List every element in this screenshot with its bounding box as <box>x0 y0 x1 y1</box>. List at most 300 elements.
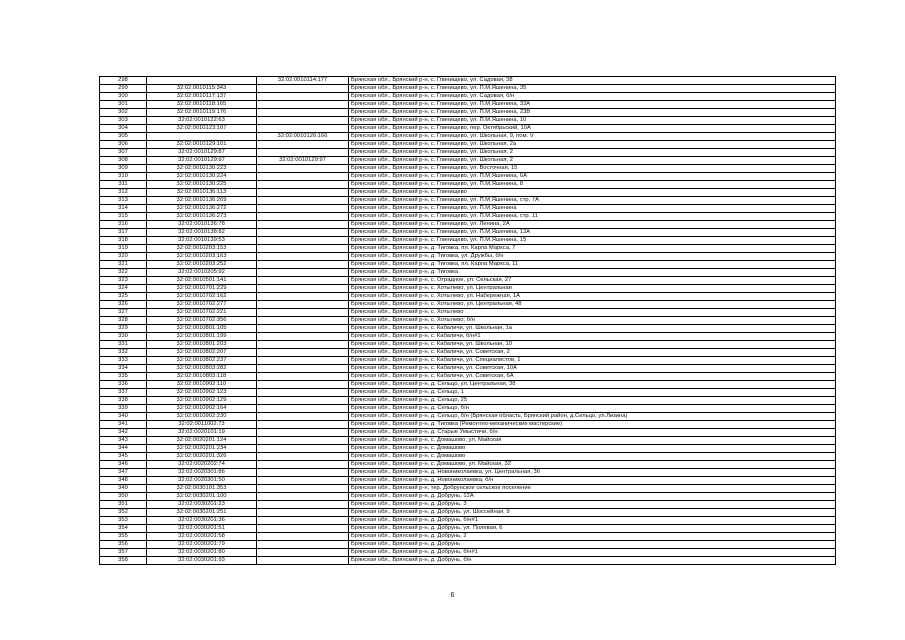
table-row <box>100 85 836 93</box>
row-number-cell: 323 <box>100 277 147 285</box>
row-number-cell: 331 <box>100 341 147 349</box>
row-number-cell: 350 <box>100 493 147 501</box>
cadastral-number-cell: 32:02:0020201:234 <box>147 445 257 453</box>
table-row <box>100 557 836 565</box>
row-number-cell: 314 <box>100 205 147 213</box>
row-number-cell: 338 <box>100 397 147 405</box>
cadastral-number-cell: 32:02:0030201:51 <box>147 525 257 533</box>
row-number-cell: 340 <box>100 413 147 421</box>
row-number-cell: 311 <box>100 181 147 189</box>
row-number-cell: 305 <box>100 133 147 141</box>
secondary-cadastral-number-cell <box>257 181 349 189</box>
address-cell: Брянская обл., Брянский р-н, д. Сельцо, б/н <box>349 405 836 413</box>
secondary-cadastral-number-cell <box>257 261 349 269</box>
address-cell: Брянская обл., Брянский р-н, д. Добрунь, 3 <box>349 501 836 509</box>
table-row <box>100 365 836 373</box>
secondary-cadastral-number-cell <box>257 461 349 469</box>
row-number-cell: 325 <box>100 293 147 301</box>
address-cell: Брянская обл., Брянский р-н, д. Новониколаевка, ул. Центральная, 36 <box>349 469 836 477</box>
table-row <box>100 389 836 397</box>
cadastral-number-cell: 32:02:0010130:223 <box>147 165 257 173</box>
cadastral-number-cell: 32:02:0010902:230 <box>147 413 257 421</box>
table-row <box>100 461 836 469</box>
secondary-cadastral-number-cell <box>257 189 349 197</box>
secondary-cadastral-number-cell <box>257 493 349 501</box>
table-row <box>100 381 836 389</box>
secondary-cadastral-number-cell <box>257 549 349 557</box>
secondary-cadastral-number-cell <box>257 445 349 453</box>
table-row <box>100 445 836 453</box>
secondary-cadastral-number-cell <box>257 397 349 405</box>
table-row <box>100 317 836 325</box>
row-number-cell: 306 <box>100 141 147 149</box>
address-cell: Брянская обл., Брянский р-н, д. Добрунь, 12А <box>349 493 836 501</box>
secondary-cadastral-number-cell <box>257 269 349 277</box>
secondary-cadastral-number-cell <box>257 325 349 333</box>
cadastral-number-cell: 32:02:0030201:100 <box>147 493 257 501</box>
row-number-cell: 312 <box>100 189 147 197</box>
secondary-cadastral-number-cell <box>257 197 349 205</box>
address-cell: Брянская обл., Брянский р-н, с. Глинищево, ул. П.М.Яшенина, 15 <box>349 237 836 245</box>
table-row <box>100 277 836 285</box>
address-cell: Брянская обл., Брянский р-н, с. Кабаличи, ул. Советская, 6А <box>349 373 836 381</box>
property-registry-table <box>99 76 836 565</box>
table-row <box>100 261 836 269</box>
cadastral-number-cell: 32:02:0010802:237 <box>147 357 257 365</box>
cadastral-number-cell: 32:02:0010203:252 <box>147 261 257 269</box>
table-row <box>100 549 836 557</box>
address-cell: Брянская обл., Брянский р-н, д. Сельцо, 25 <box>349 397 836 405</box>
table-row <box>100 173 836 181</box>
secondary-cadastral-number-cell <box>257 541 349 549</box>
table-row <box>100 117 836 125</box>
cadastral-number-cell: 32:02:0010130:225 <box>147 181 257 189</box>
table-row <box>100 293 836 301</box>
row-number-cell: 339 <box>100 405 147 413</box>
table-row <box>100 101 836 109</box>
cadastral-number-cell <box>147 77 257 85</box>
table-row <box>100 357 836 365</box>
row-number-cell: 320 <box>100 253 147 261</box>
row-number-cell: 309 <box>100 165 147 173</box>
row-number-cell: 330 <box>100 333 147 341</box>
address-cell: Брянская обл., Брянский р-н, с. Домашово <box>349 445 836 453</box>
cadastral-number-cell: 32:02:0010803:282 <box>147 365 257 373</box>
cadastral-number-cell: 32:02:0030101:353 <box>147 485 257 493</box>
secondary-cadastral-number-cell <box>257 413 349 421</box>
table-row <box>100 525 836 533</box>
address-cell: Брянская обл., Брянский р-н, с. Глинищево, ул. П.М.Яшенина, 6А <box>349 173 836 181</box>
secondary-cadastral-number-cell <box>257 373 349 381</box>
address-cell: Брянская обл., Брянский р-н, с. Глинищево, пер. Октябрьский, 10А <box>349 125 836 133</box>
table-row <box>100 333 836 341</box>
registry-table-body <box>100 77 836 565</box>
cadastral-number-cell: 32:02:0010203:163 <box>147 253 257 261</box>
cadastral-number-cell: 32:02:0030201:251 <box>147 509 257 517</box>
address-cell: Брянская обл., Брянский р-н, с. Хотылево <box>349 309 836 317</box>
address-cell: Брянская обл., Брянский р-н, с. Хотылево, б/н <box>349 317 836 325</box>
secondary-cadastral-number-cell <box>257 205 349 213</box>
address-cell: Брянская обл., Брянский р-н, с. Кабаличи, ул. Школьная, 10 <box>349 341 836 349</box>
secondary-cadastral-number-cell <box>257 285 349 293</box>
secondary-cadastral-number-cell <box>257 229 349 237</box>
table-row <box>100 349 836 357</box>
table-row <box>100 309 836 317</box>
table-row <box>100 149 836 157</box>
row-number-cell: 321 <box>100 261 147 269</box>
cadastral-number-cell: 32:02:0010130:224 <box>147 173 257 181</box>
row-number-cell: 317 <box>100 229 147 237</box>
row-number-cell: 355 <box>100 533 147 541</box>
address-cell: Брянская обл., Брянский р-н, с. Глинищево, ул. П.М.Яшенина, 33А <box>349 101 836 109</box>
address-cell: Брянская обл., Брянский р-н, с. Глинищево, ул. Школьная, 9, пом. V <box>349 133 836 141</box>
row-number-cell: 327 <box>100 309 147 317</box>
table-row <box>100 125 836 133</box>
table-row <box>100 437 836 445</box>
row-number-cell: 310 <box>100 173 147 181</box>
cadastral-number-cell: 32:02:0010129:97 <box>147 157 257 165</box>
secondary-cadastral-number-cell <box>257 221 349 229</box>
address-cell: Брянская обл., Брянский р-н, с. Кабаличи, ул. Специалистов, 1 <box>349 357 836 365</box>
row-number-cell: 356 <box>100 541 147 549</box>
address-cell: Брянская обл., Брянский р-н, д. Старые Умыстичи, б/н <box>349 429 836 437</box>
row-number-cell: 304 <box>100 125 147 133</box>
address-cell: Брянская обл., Брянский р-н, д. Сельцо, ул. Центральная, 38 <box>349 381 836 389</box>
table-row <box>100 157 836 165</box>
row-number-cell: 342 <box>100 429 147 437</box>
table-row <box>100 541 836 549</box>
row-number-cell: 307 <box>100 149 147 157</box>
table-row <box>100 205 836 213</box>
cadastral-number-cell: 32:02:0010122:63 <box>147 117 257 125</box>
secondary-cadastral-number-cell <box>257 309 349 317</box>
secondary-cadastral-number-cell <box>257 301 349 309</box>
cadastral-number-cell: 32:02:0010118:165 <box>147 101 257 109</box>
table-row <box>100 213 836 221</box>
table-row <box>100 429 836 437</box>
table-row <box>100 269 836 277</box>
row-number-cell: 308 <box>100 157 147 165</box>
secondary-cadastral-number-cell <box>257 173 349 181</box>
secondary-cadastral-number-cell <box>257 245 349 253</box>
table-row <box>100 413 836 421</box>
cadastral-number-cell: 32:02:0010136:113 <box>147 189 257 197</box>
secondary-cadastral-number-cell: 32:02:0010114:177 <box>257 77 349 85</box>
cadastral-number-cell <box>147 133 257 141</box>
cadastral-number-cell: 32:02:0010902:123 <box>147 389 257 397</box>
cadastral-number-cell: 32:02:0030201:79 <box>147 541 257 549</box>
cadastral-number-cell: 32:02:0010203:153 <box>147 245 257 253</box>
cadastral-number-cell: 32:02:0030201:80 <box>147 549 257 557</box>
address-cell: Брянская обл., Брянский р-н, с. Кабаличи, б/н#1 <box>349 333 836 341</box>
table-row <box>100 453 836 461</box>
row-number-cell: 326 <box>100 301 147 309</box>
cadastral-number-cell: 32:02:0020301:86 <box>147 469 257 477</box>
table-row <box>100 397 836 405</box>
secondary-cadastral-number-cell <box>257 237 349 245</box>
row-number-cell: 300 <box>100 93 147 101</box>
row-number-cell: 299 <box>100 85 147 93</box>
address-cell: Брянская обл., Брянский р-н, с. Глинищево, ул. П.М.Яшенина <box>349 205 836 213</box>
cadastral-number-cell: 32:02:0010803:118 <box>147 373 257 381</box>
cadastral-number-cell: 32:02:0011002:73 <box>147 421 257 429</box>
cadastral-number-cell: 32:02:0010136:272 <box>147 205 257 213</box>
table-row <box>100 253 836 261</box>
row-number-cell: 335 <box>100 373 147 381</box>
cadastral-number-cell: 32:02:0020201:326 <box>147 453 257 461</box>
row-number-cell: 322 <box>100 269 147 277</box>
secondary-cadastral-number-cell <box>257 357 349 365</box>
address-cell: Брянская обл., Брянский р-н, с. Глинищево, ул. Школьная, 2а <box>349 141 836 149</box>
cadastral-number-cell: 32:02:0010702:221 <box>147 309 257 317</box>
address-cell: Брянская обл., Брянский р-н, с. Глинищево, ул. П.М.Яшенина, стр. 7А <box>349 197 836 205</box>
secondary-cadastral-number-cell <box>257 165 349 173</box>
table-row <box>100 109 836 117</box>
row-number-cell: 316 <box>100 221 147 229</box>
address-cell: Брянская обл., Брянский р-н, с. Глинищево, ул. Школьная, 2 <box>349 157 836 165</box>
secondary-cadastral-number-cell <box>257 125 349 133</box>
row-number-cell: 352 <box>100 509 147 517</box>
table-row <box>100 189 836 197</box>
table-row <box>100 421 836 429</box>
row-number-cell: 346 <box>100 461 147 469</box>
cadastral-number-cell: 32:02:0010136:273 <box>147 213 257 221</box>
address-cell: Брянская обл., Брянский р-н, д. Добрунь <box>349 541 836 549</box>
row-number-cell: 313 <box>100 197 147 205</box>
secondary-cadastral-number-cell <box>257 109 349 117</box>
table-row <box>100 325 836 333</box>
row-number-cell: 319 <box>100 245 147 253</box>
cadastral-number-cell: 32:02:0010801:105 <box>147 325 257 333</box>
secondary-cadastral-number-cell <box>257 405 349 413</box>
table-row <box>100 181 836 189</box>
row-number-cell: 345 <box>100 453 147 461</box>
address-cell: Брянская обл., Брянский р-н, с. Хотылево, ул. Центральная <box>349 285 836 293</box>
address-cell: Брянская обл., Брянский р-н, с. Глинищево, ул. П.М.Яшенина, 13А <box>349 229 836 237</box>
secondary-cadastral-number-cell <box>257 213 349 221</box>
cadastral-number-cell: 32:02:0010138:82 <box>147 229 257 237</box>
address-cell: Брянская обл., Брянский р-н, д. Тиговка <box>349 269 836 277</box>
cadastral-number-cell: 32:02:0030201:36 <box>147 517 257 525</box>
secondary-cadastral-number-cell <box>257 277 349 285</box>
cadastral-number-cell: 32:02:0010902:129 <box>147 397 257 405</box>
address-cell: Брянская обл., Брянский р-н, д. Тиговка, ул. Дружбы, б/н <box>349 253 836 261</box>
row-number-cell: 318 <box>100 237 147 245</box>
cadastral-number-cell: 32:02:0030201:58 <box>147 533 257 541</box>
cadastral-number-cell: 32:02:0010902:110 <box>147 381 257 389</box>
address-cell: Брянская обл., Брянский р-н, с. Хотылево, ул. Набережная, 1А <box>349 293 836 301</box>
address-cell: Брянская обл., Брянский р-н, д. Тиговка (Ремонтно-механические мастерские) <box>349 421 836 429</box>
table-row <box>100 237 836 245</box>
secondary-cadastral-number-cell <box>257 421 349 429</box>
row-number-cell: 303 <box>100 117 147 125</box>
secondary-cadastral-number-cell <box>257 557 349 565</box>
secondary-cadastral-number-cell <box>257 253 349 261</box>
address-cell: Брянская обл., Брянский р-н, с. Глинищево, ул. Садовая, б/н <box>349 93 836 101</box>
secondary-cadastral-number-cell <box>257 453 349 461</box>
cadastral-number-cell: 32:02:0010117:137 <box>147 93 257 101</box>
address-cell: Брянская обл., Брянский р-н, д. Добрунь, б/н#1 <box>349 517 836 525</box>
cadastral-number-cell: 32:02:0020301:50 <box>147 477 257 485</box>
row-number-cell: 351 <box>100 501 147 509</box>
secondary-cadastral-number-cell <box>257 525 349 533</box>
address-cell: Брянская обл., Брянский р-н, с. Домашово, ул. Майская <box>349 437 836 445</box>
row-number-cell: 343 <box>100 437 147 445</box>
table-row <box>100 493 836 501</box>
table-row <box>100 301 836 309</box>
cadastral-number-cell: 32:02:0020202:74 <box>147 461 257 469</box>
row-number-cell: 344 <box>100 445 147 453</box>
address-cell: Брянская обл., Брянский р-н, с. Глинищево, ул. П.М.Яшенина, 8 <box>349 181 836 189</box>
row-number-cell: 354 <box>100 525 147 533</box>
cadastral-number-cell: 32:02:0010139:53 <box>147 237 257 245</box>
row-number-cell: 334 <box>100 365 147 373</box>
table-row <box>100 477 836 485</box>
secondary-cadastral-number-cell <box>257 429 349 437</box>
address-cell: Брянская обл., Брянский р-н, с. Глинищево, ул. Ленина, 2А <box>349 221 836 229</box>
secondary-cadastral-number-cell <box>257 93 349 101</box>
cadastral-number-cell: 32:02:0010136:78 <box>147 221 257 229</box>
row-number-cell: 337 <box>100 389 147 397</box>
secondary-cadastral-number-cell <box>257 117 349 125</box>
secondary-cadastral-number-cell <box>257 341 349 349</box>
address-cell: Брянская обл., Брянский р-н, д. Тиговка, пл. Карла Маркса, 7 <box>349 245 836 253</box>
cadastral-number-cell: 32:02:0010702:356 <box>147 317 257 325</box>
address-cell: Брянская обл., Брянский р-н, д. Добрунь, б/н#1 <box>349 549 836 557</box>
table-row <box>100 221 836 229</box>
table-row <box>100 341 836 349</box>
cadastral-number-cell: 32:02:0010119:176 <box>147 109 257 117</box>
address-cell: Брянская обл., Брянский р-н, с. Кабаличи, ул. Советская, 2 <box>349 349 836 357</box>
table-row <box>100 285 836 293</box>
secondary-cadastral-number-cell <box>257 381 349 389</box>
cadastral-number-cell: 32:02:0010136:269 <box>147 197 257 205</box>
secondary-cadastral-number-cell <box>257 533 349 541</box>
table-row <box>100 245 836 253</box>
cadastral-number-cell: 32:02:0010129:87 <box>147 149 257 157</box>
table-row <box>100 501 836 509</box>
secondary-cadastral-number-cell: 32:02:0010126:166 <box>257 133 349 141</box>
address-cell: Брянская обл., Брянский р-н, тер. Добрунское сельское поселение <box>349 485 836 493</box>
table-row <box>100 141 836 149</box>
table-row <box>100 133 836 141</box>
secondary-cadastral-number-cell <box>257 389 349 397</box>
cadastral-number-cell: 32:02:0010902:164 <box>147 405 257 413</box>
secondary-cadastral-number-cell <box>257 501 349 509</box>
cadastral-number-cell: 32:02:0010702:162 <box>147 293 257 301</box>
address-cell: Брянская обл., Брянский р-н, с. Кабаличи, ул. Школьная, 1а <box>349 325 836 333</box>
address-cell: Брянская обл., Брянский р-н, с. Глинищево, ул. П.М.Яшенина, 10 <box>349 117 836 125</box>
row-number-cell: 341 <box>100 421 147 429</box>
secondary-cadastral-number-cell <box>257 149 349 157</box>
table-row <box>100 229 836 237</box>
row-number-cell: 301 <box>100 101 147 109</box>
row-number-cell: 348 <box>100 477 147 485</box>
cadastral-number-cell: 32:02:0010801:203 <box>147 341 257 349</box>
table-row <box>100 485 836 493</box>
address-cell: Брянская обл., Брянский р-н, д. Добрунь, ул. Шоссейная, 9 <box>349 509 836 517</box>
address-cell: Брянская обл., Брянский р-н, д. Тиговка, пл. Карла Маркса, 11 <box>349 261 836 269</box>
address-cell: Брянская обл., Брянский р-н, с. Глинищево, ул. П.М.Яшенина, стр. 11 <box>349 213 836 221</box>
row-number-cell: 315 <box>100 213 147 221</box>
row-number-cell: 302 <box>100 109 147 117</box>
secondary-cadastral-number-cell <box>257 469 349 477</box>
secondary-cadastral-number-cell <box>257 365 349 373</box>
address-cell: Брянская обл., Брянский р-н, д. Сельцо, 1 <box>349 389 836 397</box>
cadastral-number-cell: 32:02:0020101:19 <box>147 429 257 437</box>
cadastral-number-cell: 32:02:0030201:93 <box>147 557 257 565</box>
cadastral-number-cell: 32:02:0010123:107 <box>147 125 257 133</box>
secondary-cadastral-number-cell: 32:02:0010129:97 <box>257 157 349 165</box>
secondary-cadastral-number-cell <box>257 485 349 493</box>
address-cell: Брянская обл., Брянский р-н, с. Глинищево, ул. Восточная, 15 <box>349 165 836 173</box>
table-row <box>100 197 836 205</box>
address-cell: Брянская обл., Брянский р-н, с. Глинищево <box>349 189 836 197</box>
cadastral-number-cell: 32:02:0020201:124 <box>147 437 257 445</box>
table-row <box>100 405 836 413</box>
table-row <box>100 93 836 101</box>
cadastral-number-cell: 32:02:0010802:207 <box>147 349 257 357</box>
row-number-cell: 358 <box>100 557 147 565</box>
row-number-cell: 357 <box>100 549 147 557</box>
table-row <box>100 165 836 173</box>
cadastral-number-cell: 32:02:0010115:343 <box>147 85 257 93</box>
cadastral-number-cell: 32:02:0010701:229 <box>147 285 257 293</box>
address-cell: Брянская обл., Брянский р-н, с. Глинищево, ул. Школьная, 2 <box>349 149 836 157</box>
cadastral-number-cell: 32:02:0010702:277 <box>147 301 257 309</box>
table-row <box>100 373 836 381</box>
cadastral-number-cell: 32:02:0010801:199 <box>147 333 257 341</box>
address-cell: Брянская обл., Брянский р-н, д. Добрунь, 2 <box>349 533 836 541</box>
row-number-cell: 328 <box>100 317 147 325</box>
address-cell: Брянская обл., Брянский р-н, с. Кабаличи, ул. Советская, 10А <box>349 365 836 373</box>
cadastral-number-cell: 32:02:0010501:141 <box>147 277 257 285</box>
address-cell: Брянская обл., Брянский р-н, с. Домашово, ул. Майская, 32 <box>349 461 836 469</box>
cadastral-number-cell: 32:02:0010205:92 <box>147 269 257 277</box>
page-number: 6 <box>450 592 455 599</box>
address-cell: Брянская обл., Брянский р-н, с. Глинищево, ул. П.М.Яшенина, 35 <box>349 85 836 93</box>
address-cell: Брянская обл., Брянский р-н, д. Новониколаевка, б/н <box>349 477 836 485</box>
secondary-cadastral-number-cell <box>257 141 349 149</box>
address-cell: Брянская обл., Брянский р-н, с. Хотылево, ул. Центральная, 48 <box>349 301 836 309</box>
row-number-cell: 333 <box>100 357 147 365</box>
secondary-cadastral-number-cell <box>257 477 349 485</box>
secondary-cadastral-number-cell <box>257 293 349 301</box>
row-number-cell: 332 <box>100 349 147 357</box>
address-cell: Брянская обл., Брянский р-н, с. Отрадное, ул. Сельская, 27 <box>349 277 836 285</box>
secondary-cadastral-number-cell <box>257 437 349 445</box>
secondary-cadastral-number-cell <box>257 333 349 341</box>
secondary-cadastral-number-cell <box>257 509 349 517</box>
secondary-cadastral-number-cell <box>257 349 349 357</box>
row-number-cell: 349 <box>100 485 147 493</box>
table-row <box>100 77 836 85</box>
secondary-cadastral-number-cell <box>257 85 349 93</box>
address-cell: Брянская обл., Брянский р-н, с. Глинищево, ул. Садовая, 38 <box>349 77 836 85</box>
address-cell: Брянская обл., Брянский р-н, д. Добрунь, ул. Полевая, 6 <box>349 525 836 533</box>
cadastral-number-cell: 32:02:0010129:101 <box>147 141 257 149</box>
secondary-cadastral-number-cell <box>257 317 349 325</box>
table-row <box>100 517 836 525</box>
row-number-cell: 347 <box>100 469 147 477</box>
secondary-cadastral-number-cell <box>257 101 349 109</box>
cadastral-number-cell: 32:02:0030201:23 <box>147 501 257 509</box>
row-number-cell: 324 <box>100 285 147 293</box>
table-row <box>100 533 836 541</box>
secondary-cadastral-number-cell <box>257 517 349 525</box>
address-cell: Брянская обл., Брянский р-н, с. Глинищево, ул. П.М.Яшенина, 23В <box>349 109 836 117</box>
address-cell: Брянская обл., Брянский р-н, с. Домашово <box>349 453 836 461</box>
